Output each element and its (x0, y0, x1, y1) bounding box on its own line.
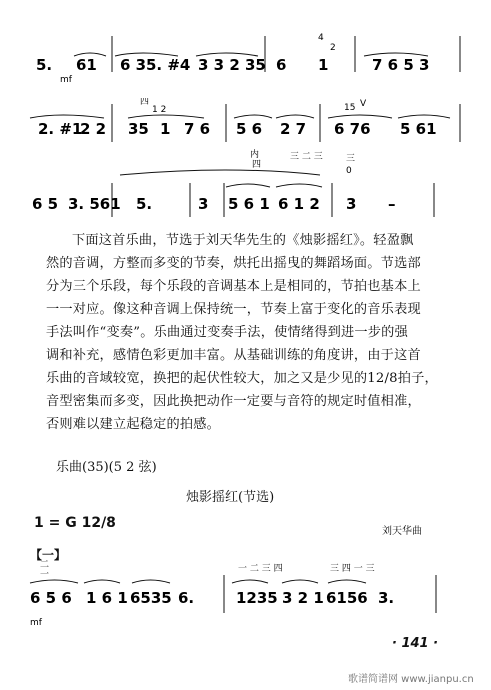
paragraph-line: 一一对应。像这种音调上保持统一，节奏上富于变化的音乐表现 (46, 302, 421, 317)
slur (128, 115, 204, 118)
long-slur (120, 170, 320, 175)
slur (398, 115, 450, 118)
fingering-mark: 三 四 一 三 (330, 564, 375, 574)
note-group: 3 3 2 35 (198, 56, 266, 74)
note-group: 3 (198, 195, 209, 213)
note-group: 7 6 5 3 (372, 56, 430, 74)
description-paragraph (46, 229, 456, 436)
dynamic-mark: mf (60, 75, 72, 85)
note-group: 1 (160, 120, 171, 138)
paragraph-line: 手法叫作“变奏”。乐曲通过变奏手法，使情绪得到进一步的强 (46, 325, 408, 340)
paragraph-line: 调和补充，感情色彩更加丰富。从基础训练的角度讲，由于这首 (46, 348, 421, 363)
note-group: 6 5 (32, 195, 59, 213)
note-group: 1 6 1 (86, 589, 128, 607)
note-group: 1235 (236, 589, 278, 607)
note-group: 6 1 2 (278, 195, 320, 213)
accent-mark: 15 (344, 103, 356, 113)
paragraph-line: 音型密集而多变，因此换把动作一定要与音符的规定时值相准， (46, 394, 421, 409)
note-group: 6 5 6 (30, 589, 72, 607)
note-group: 5 6 (236, 120, 263, 138)
section-marker: 【一】 (30, 548, 67, 562)
note-group: 35 (128, 120, 149, 138)
note-group: 2 2 (80, 120, 107, 138)
slur (232, 580, 268, 583)
paragraph-line: 乐曲的音域较宽，换把的起伏性较大，加之又是少见的12/8拍子， (46, 371, 438, 386)
fingering-mark: 四 (252, 160, 262, 170)
string-mark: 4 (318, 33, 324, 43)
fingering-mark: 四 (140, 98, 150, 107)
fingering-mark: 三 二 三 (290, 152, 323, 162)
note-group: 5 61 (400, 120, 437, 138)
fingering-mark: 三 (346, 154, 356, 164)
dynamic-mark: mf (30, 618, 42, 628)
fingering-mark: 一 (40, 570, 50, 580)
slur (328, 580, 366, 583)
slur (282, 580, 318, 583)
fingering-mark: 2 (330, 43, 336, 53)
slur (226, 184, 270, 187)
slur (328, 115, 392, 118)
fingering-mark: 一 二 三 四 (238, 564, 283, 574)
slur (276, 184, 322, 187)
note-group: 3 (346, 195, 357, 213)
note-group: 3. 561 (68, 195, 121, 213)
note-group: – (388, 195, 396, 213)
site-watermark: 歌谱简谱网 www.jianpu.cn (348, 674, 474, 685)
note-group: 6 3 (120, 56, 147, 74)
notation-row-1 (0, 18, 491, 88)
fingering-mark: 内 (250, 150, 260, 160)
note-group: 5 6 1 (228, 195, 270, 213)
slur (30, 580, 78, 583)
fingering-mark: 1 2 (152, 105, 167, 115)
slur (132, 580, 170, 583)
note-group: 5. (136, 195, 153, 213)
fingering-mark: 二 (40, 560, 50, 570)
note-group: 6 (276, 56, 287, 74)
slur (30, 115, 104, 118)
note-group: 2. #1 (38, 120, 83, 138)
paragraph-line: 否则难以建立起稳定的拍感。 (46, 417, 221, 432)
note-group: 6 76 (334, 120, 371, 138)
paragraph-line: 分为三个乐段，每个乐段的音调基本上是相同的，节拍也基本上 (46, 279, 421, 294)
fingering-mark: 0 (346, 166, 352, 176)
notation-row-3 (0, 147, 491, 227)
note-group: 6156 (326, 589, 368, 607)
piece-caption: 乐曲(35)(5 2 弦) (56, 460, 157, 475)
note-group: 5. #4 (146, 56, 191, 74)
note-group: 2 7 (280, 120, 307, 138)
slur (234, 115, 272, 118)
paragraph-line: 然的音调，方整而多变的节奏，烘托出摇曳的舞蹈场面。节选部 (46, 256, 421, 271)
note-group: 6535 (130, 589, 172, 607)
piece-title: 烛影摇红(节选) (186, 490, 275, 505)
note-group: 6. (178, 589, 195, 607)
slur (276, 115, 314, 118)
note-group: 5. (36, 56, 53, 74)
note-group: 3 2 1 (282, 589, 324, 607)
note-group: 3. (378, 589, 395, 607)
note-group: 7 6 (184, 120, 211, 138)
slur (84, 580, 120, 583)
key-signature: 1 = G 12/8 (34, 515, 116, 531)
paragraph-line: 下面这首乐曲，节选于刘天华先生的《烛影摇红》。轻盈飘 (72, 233, 414, 248)
composer-credit: 刘天华曲 (382, 526, 422, 537)
page-number: · 141 · (392, 636, 439, 651)
note-group: 61 (76, 56, 97, 74)
note-group: 1 (318, 56, 329, 74)
accent-mark: V (360, 99, 367, 109)
